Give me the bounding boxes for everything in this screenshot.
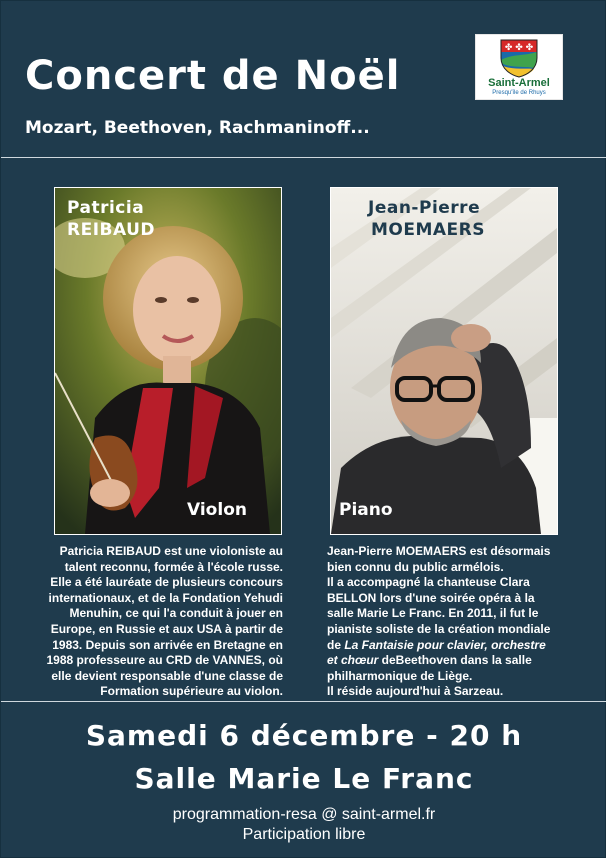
bio-line: pianiste soliste de la création mondiale [327,621,551,636]
bio-line: Patricia REIBAUD est une violoniste au [59,544,283,558]
event-date: Samedi 6 décembre - 20 h [85,719,523,752]
bio-line: bien connu du public armélois. [327,559,504,574]
artist-right-first-name: Jean-Pierre [368,198,481,218]
bio-line: internationaux, et de la Fondation Yehudi [48,590,283,605]
bio-line: Il réside aujourd'hui à Sarzeau. [327,684,504,699]
bio-text: deBeethoven dans la salle [378,653,532,668]
bio-line: philharmonique de Liège. [327,668,473,683]
program-subtitle: Mozart, Beethoven, Rachmaninoff... [25,118,370,138]
bio-line: talent reconnu, formée à l'école russe. [64,559,283,574]
artist-left-instrument: Violon [187,500,247,520]
bio-line: 1988 professeure au CRD de VANNES, où [46,653,283,668]
bio-line: Jean-Pierre MOEMAERS est désormais [327,544,551,558]
bio-line [327,638,597,654]
bio-line: Elle a été lauréate de plusieurs concours [50,575,283,590]
logo-name: Saint-Armel [488,77,550,89]
bio-line: 1983. Depuis son arrivée en Bretagne en [52,637,283,652]
artist-left-bio [37,544,283,700]
entry-info: Participation libre [242,826,366,843]
event-venue: Salle Marie Le Franc [134,762,474,795]
bio-line: salle Marie Le Franc. En 2011, il fut le [327,606,539,621]
bio-line: BELLON lors d'une soirée opéra à la [327,590,535,605]
contact-email[interactable]: programmation-resa @ saint-armel.fr [172,806,436,823]
bio-line [327,653,597,669]
artist-left-last-name: REIBAUD [67,220,156,240]
work-title: La Fantaisie pour clavier, orchestre [344,637,546,652]
svg-text:✤ ✤ ✤: ✤ ✤ ✤ [504,43,534,53]
coat-of-arms-icon [499,38,539,78]
logo-tagline: Presqu'île de Rhuys [492,90,546,96]
artist-left-first-name: Patricia [67,198,145,218]
work-title: et chœur [327,653,379,668]
artist-right-last-name: MOEMAERS [371,220,486,240]
footer-divider [1,701,606,702]
bio-line: Europe, en Russie et aux USA à partir de [50,621,283,636]
bio-line: Il a accompagné la chanteuse Clara [327,575,530,590]
bio-line: elle devient responsable d'une classe de [51,668,283,683]
artist-right-instrument: Piano [339,500,393,520]
page-title: Concert de Noël [25,53,401,99]
saint-armel-logo [475,34,563,100]
bio-text: de [327,637,345,652]
bio-line: Formation supérieure au violon. [100,684,283,699]
header-divider [1,157,606,158]
artist-right-bio [327,544,597,700]
bio-line: Menuhin, ce qui l'a conduit à jouer en [69,606,283,621]
